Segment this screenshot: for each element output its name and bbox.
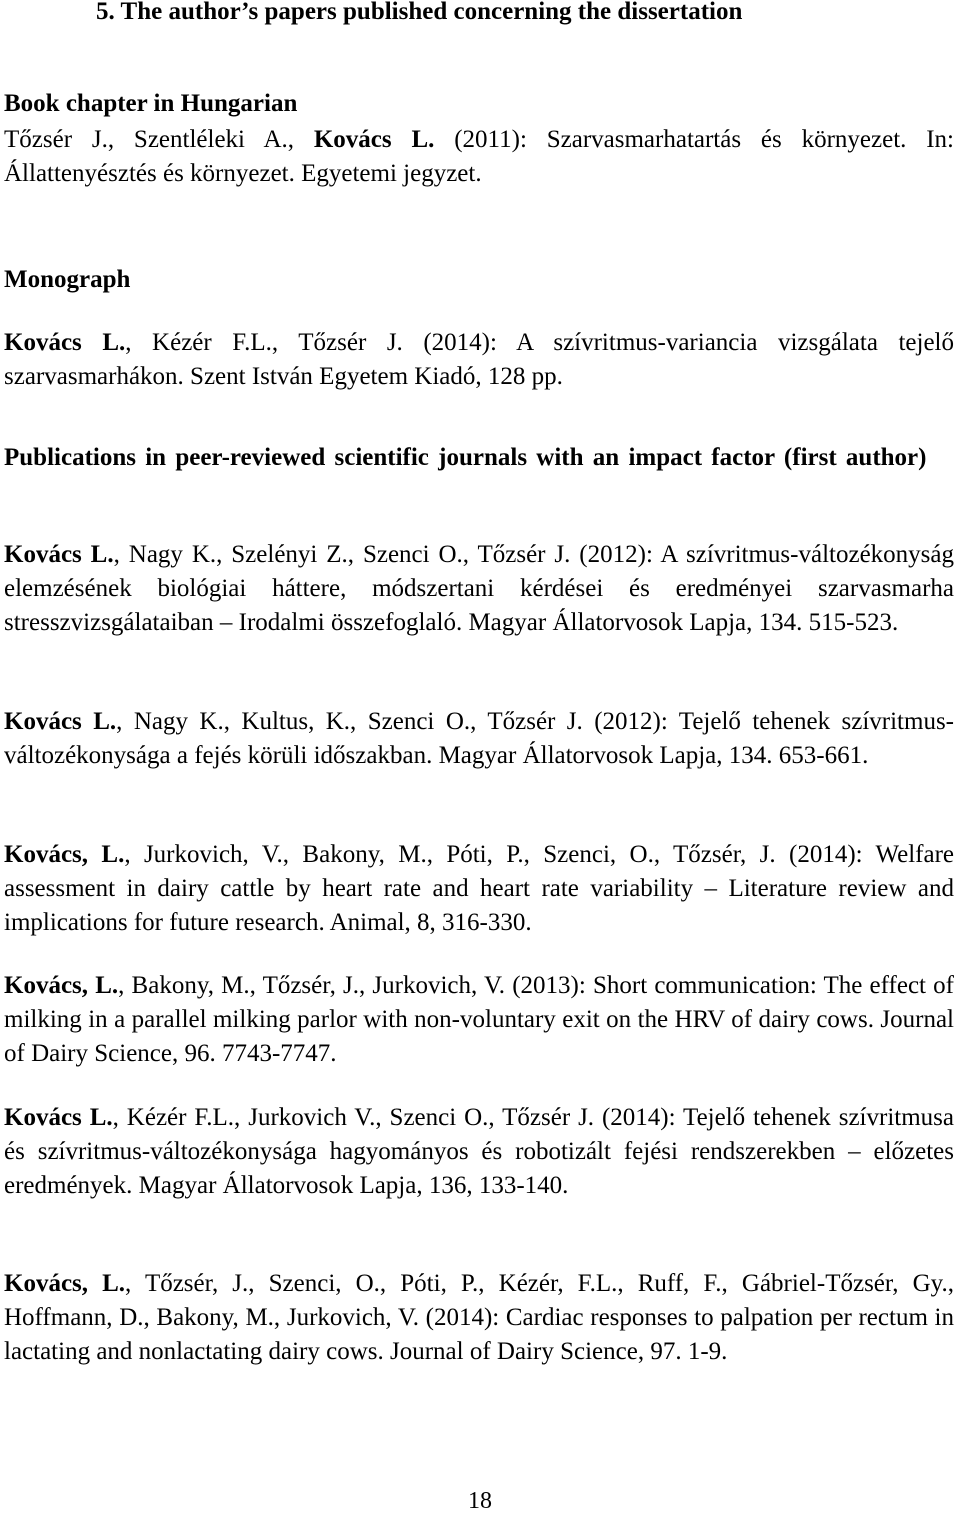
- reference-author-highlight: Kovács L.: [313, 126, 435, 153]
- reference-author-highlight: Kovács, L.: [4, 841, 125, 868]
- reference-author-highlight: Kovács L.: [4, 329, 126, 356]
- section-heading-book-chapter: Book chapter in Hungarian: [4, 90, 298, 117]
- reference-entry-2: [4, 705, 954, 773]
- reference-author-highlight: Kovács L.: [4, 708, 117, 735]
- section-heading-peer-reviewed: Publications in peer-reviewed scientific journals with an impact factor (first author): [4, 444, 927, 471]
- reference-author-highlight: Kovács, L.: [4, 972, 119, 999]
- reference-entry-1: [4, 538, 954, 640]
- section-heading-monograph: Monograph: [4, 266, 131, 293]
- reference-text: (2011): Szarvasmarhatartás és környezet. In: Állattenyésztés és környezet. Egyetemi jegyzet.: [4, 126, 954, 187]
- reference-entry-monograph: [4, 326, 954, 394]
- reference-author-highlight: Kovács, L.: [4, 1270, 126, 1297]
- reference-entry-4: [4, 969, 954, 1071]
- reference-entry-6: [4, 1267, 954, 1369]
- reference-text: , Jurkovich, V., Bakony, M., Póti, P., Szenci, O., Tőzsér, J. (2014): Welfare assessment in dairy cattle by heart rate and heart rate variability – Literature review and implications for future research. Animal, 8, 316-330.: [4, 841, 954, 936]
- reference-author-highlight: Kovács L.: [4, 1104, 113, 1131]
- reference-text: , Nagy K., Kultus, K., Szenci O., Tőzsér J. (2012): Tejelő tehenek szívritmus-változékonysága a fejés körüli időszakban. Magyar Állatorvosok Lapja, 134. 653-661.: [4, 708, 954, 769]
- page-number: 18: [468, 1488, 492, 1514]
- chapter-heading: 5. The author’s papers published concerning the dissertation: [96, 0, 743, 25]
- reference-entry-book-chapter: [4, 123, 954, 191]
- reference-text: , Tőzsér, J., Szenci, O., Póti, P., Kézér, F.L., Ruff, F., Gábriel-Tőzsér, Gy., Hoffmann, D., Bakony, M., Jurkovich, V. (2014): Cardiac responses to palpation per rectum in lactating and nonlactating dairy cows. Journal of Dairy Science, 97. 1-9.: [4, 1270, 954, 1365]
- reference-text: , Kézér F.L., Tőzsér J. (2014): A szívritmus-variancia vizsgálata tejelő szarvasmarhákon. Szent István Egyetem Kiadó, 128 pp.: [4, 329, 954, 390]
- reference-text: , Kézér F.L., Jurkovich V., Szenci O., Tőzsér J. (2014): Tejelő tehenek szívritmusa és szívritmus-változékonysága hagyományos és robotizált fejési rendszerekben – előzetes eredmények. Magyar Állatorvosok Lapja, 136, 133-140.: [4, 1104, 954, 1199]
- reference-entry-5: [4, 1101, 954, 1203]
- reference-text: , Nagy K., Szelényi Z., Szenci O., Tőzsér J. (2012): A szívritmus-változékonyság elemzésének biológiai háttere, módszertani kérdései és eredményei szarvasmarha stresszvizsgálataiban – Irodalmi összefoglaló. Magyar Állatorvosok Lapja, 134. 515-523.: [4, 541, 954, 636]
- reference-lead: Tőzsér J., Szentléleki A.,: [4, 126, 314, 153]
- reference-entry-3: [4, 838, 954, 940]
- reference-author-highlight: Kovács L.: [4, 541, 114, 568]
- reference-text: , Bakony, M., Tőzsér, J., Jurkovich, V. (2013): Short communication: The effect of milking in a parallel milking parlor with non-voluntary exit on the HRV of dairy cows. Journal of Dairy Science, 96. 7743-7747.: [4, 972, 954, 1067]
